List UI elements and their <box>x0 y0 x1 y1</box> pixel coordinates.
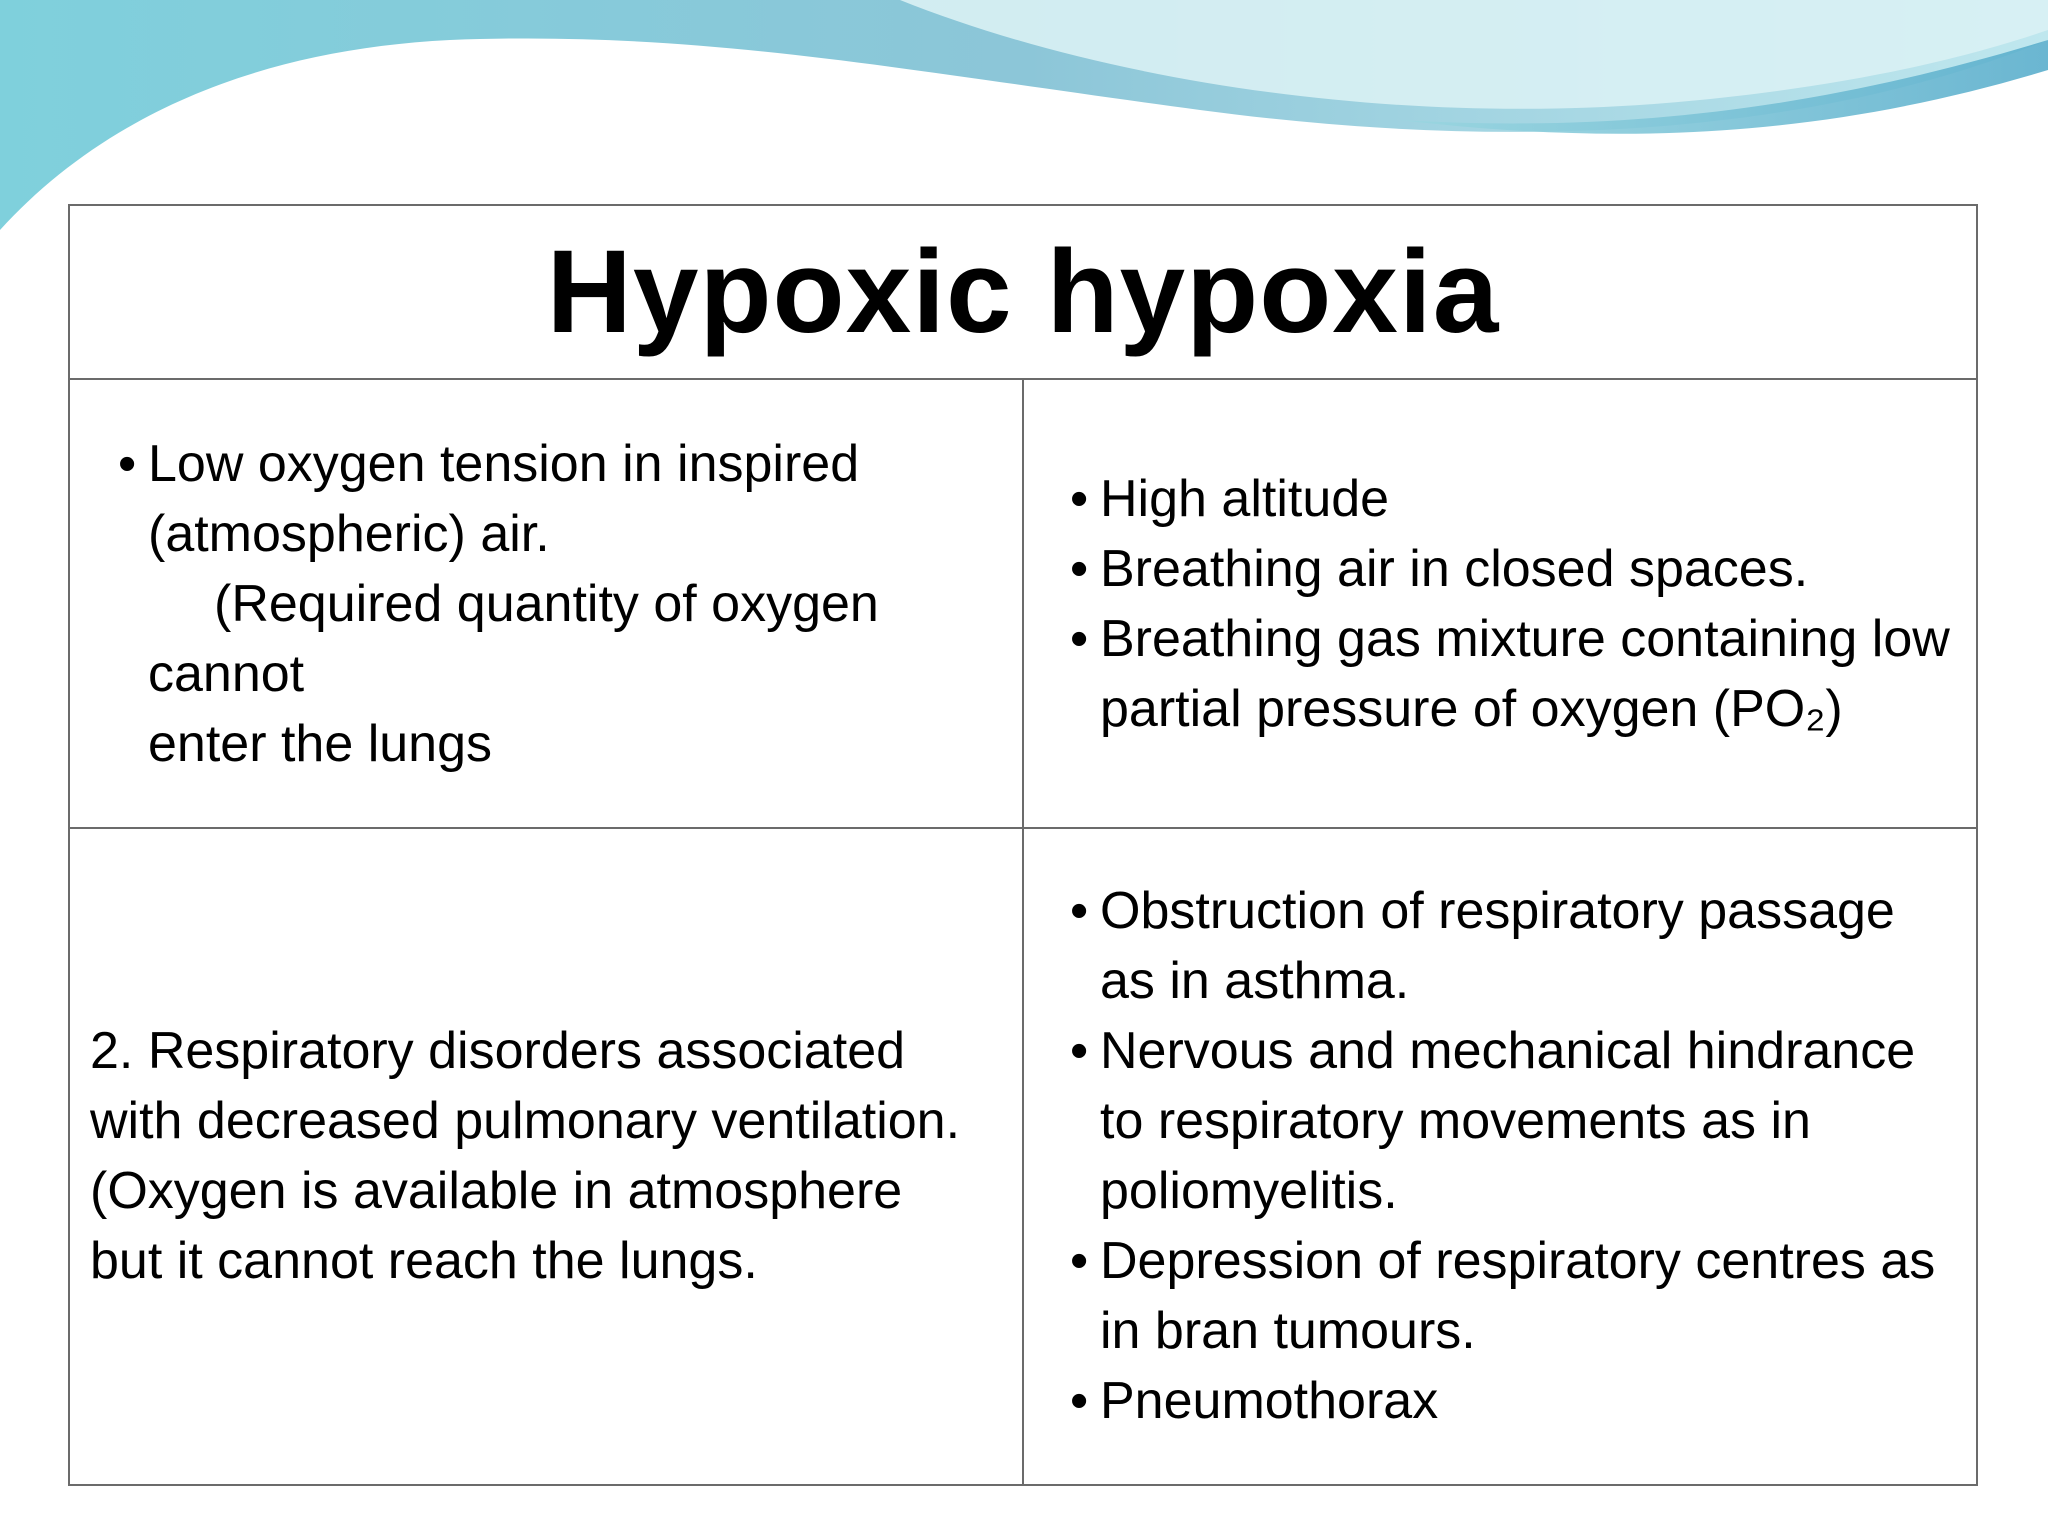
cause-1-note-cont: enter the lungs <box>148 714 493 773</box>
condition-item: • Depression of respiratory centres as in bran tumours. <box>1070 1226 1956 1366</box>
cause-1-bullet: • Low oxygen tension in inspired (atmospheric) air. (Required quantity of oxygen cannot enter the lungs <box>118 429 982 779</box>
cause-2-text: 2. Respiratory disorders associated with decreased pulmonary ventilation. <box>90 1022 961 1151</box>
slide-title: Hypoxic hypoxia <box>546 226 1500 359</box>
condition-item: • Nervous and mechanical hindrance to respiratory movements as in poliomyelitis. <box>1070 1016 1956 1226</box>
condition-item: • High altitude <box>1070 464 1956 534</box>
hypoxia-table <box>68 204 1978 1486</box>
conditions-cell-1 <box>1023 379 1977 828</box>
cause-2-note: (Oxygen is available in atmosphere but it cannot reach the lungs. <box>90 1162 903 1291</box>
title-cell <box>69 205 1977 379</box>
condition-item: • Breathing air in closed spaces. <box>1070 534 1956 604</box>
conditions-cell-2 <box>1023 828 1977 1485</box>
condition-item: • Obstruction of respiratory passage as in asthma. <box>1070 876 1956 1016</box>
cause-1-note: (Required quantity of oxygen cannot <box>148 574 879 703</box>
condition-item: • Pneumothorax <box>1070 1366 1956 1436</box>
cause-cell-2 <box>69 828 1023 1485</box>
condition-item: • Breathing gas mixture containing low partial pressure of oxygen (PO₂) <box>1070 604 1956 744</box>
cause-cell-1 <box>69 379 1023 828</box>
